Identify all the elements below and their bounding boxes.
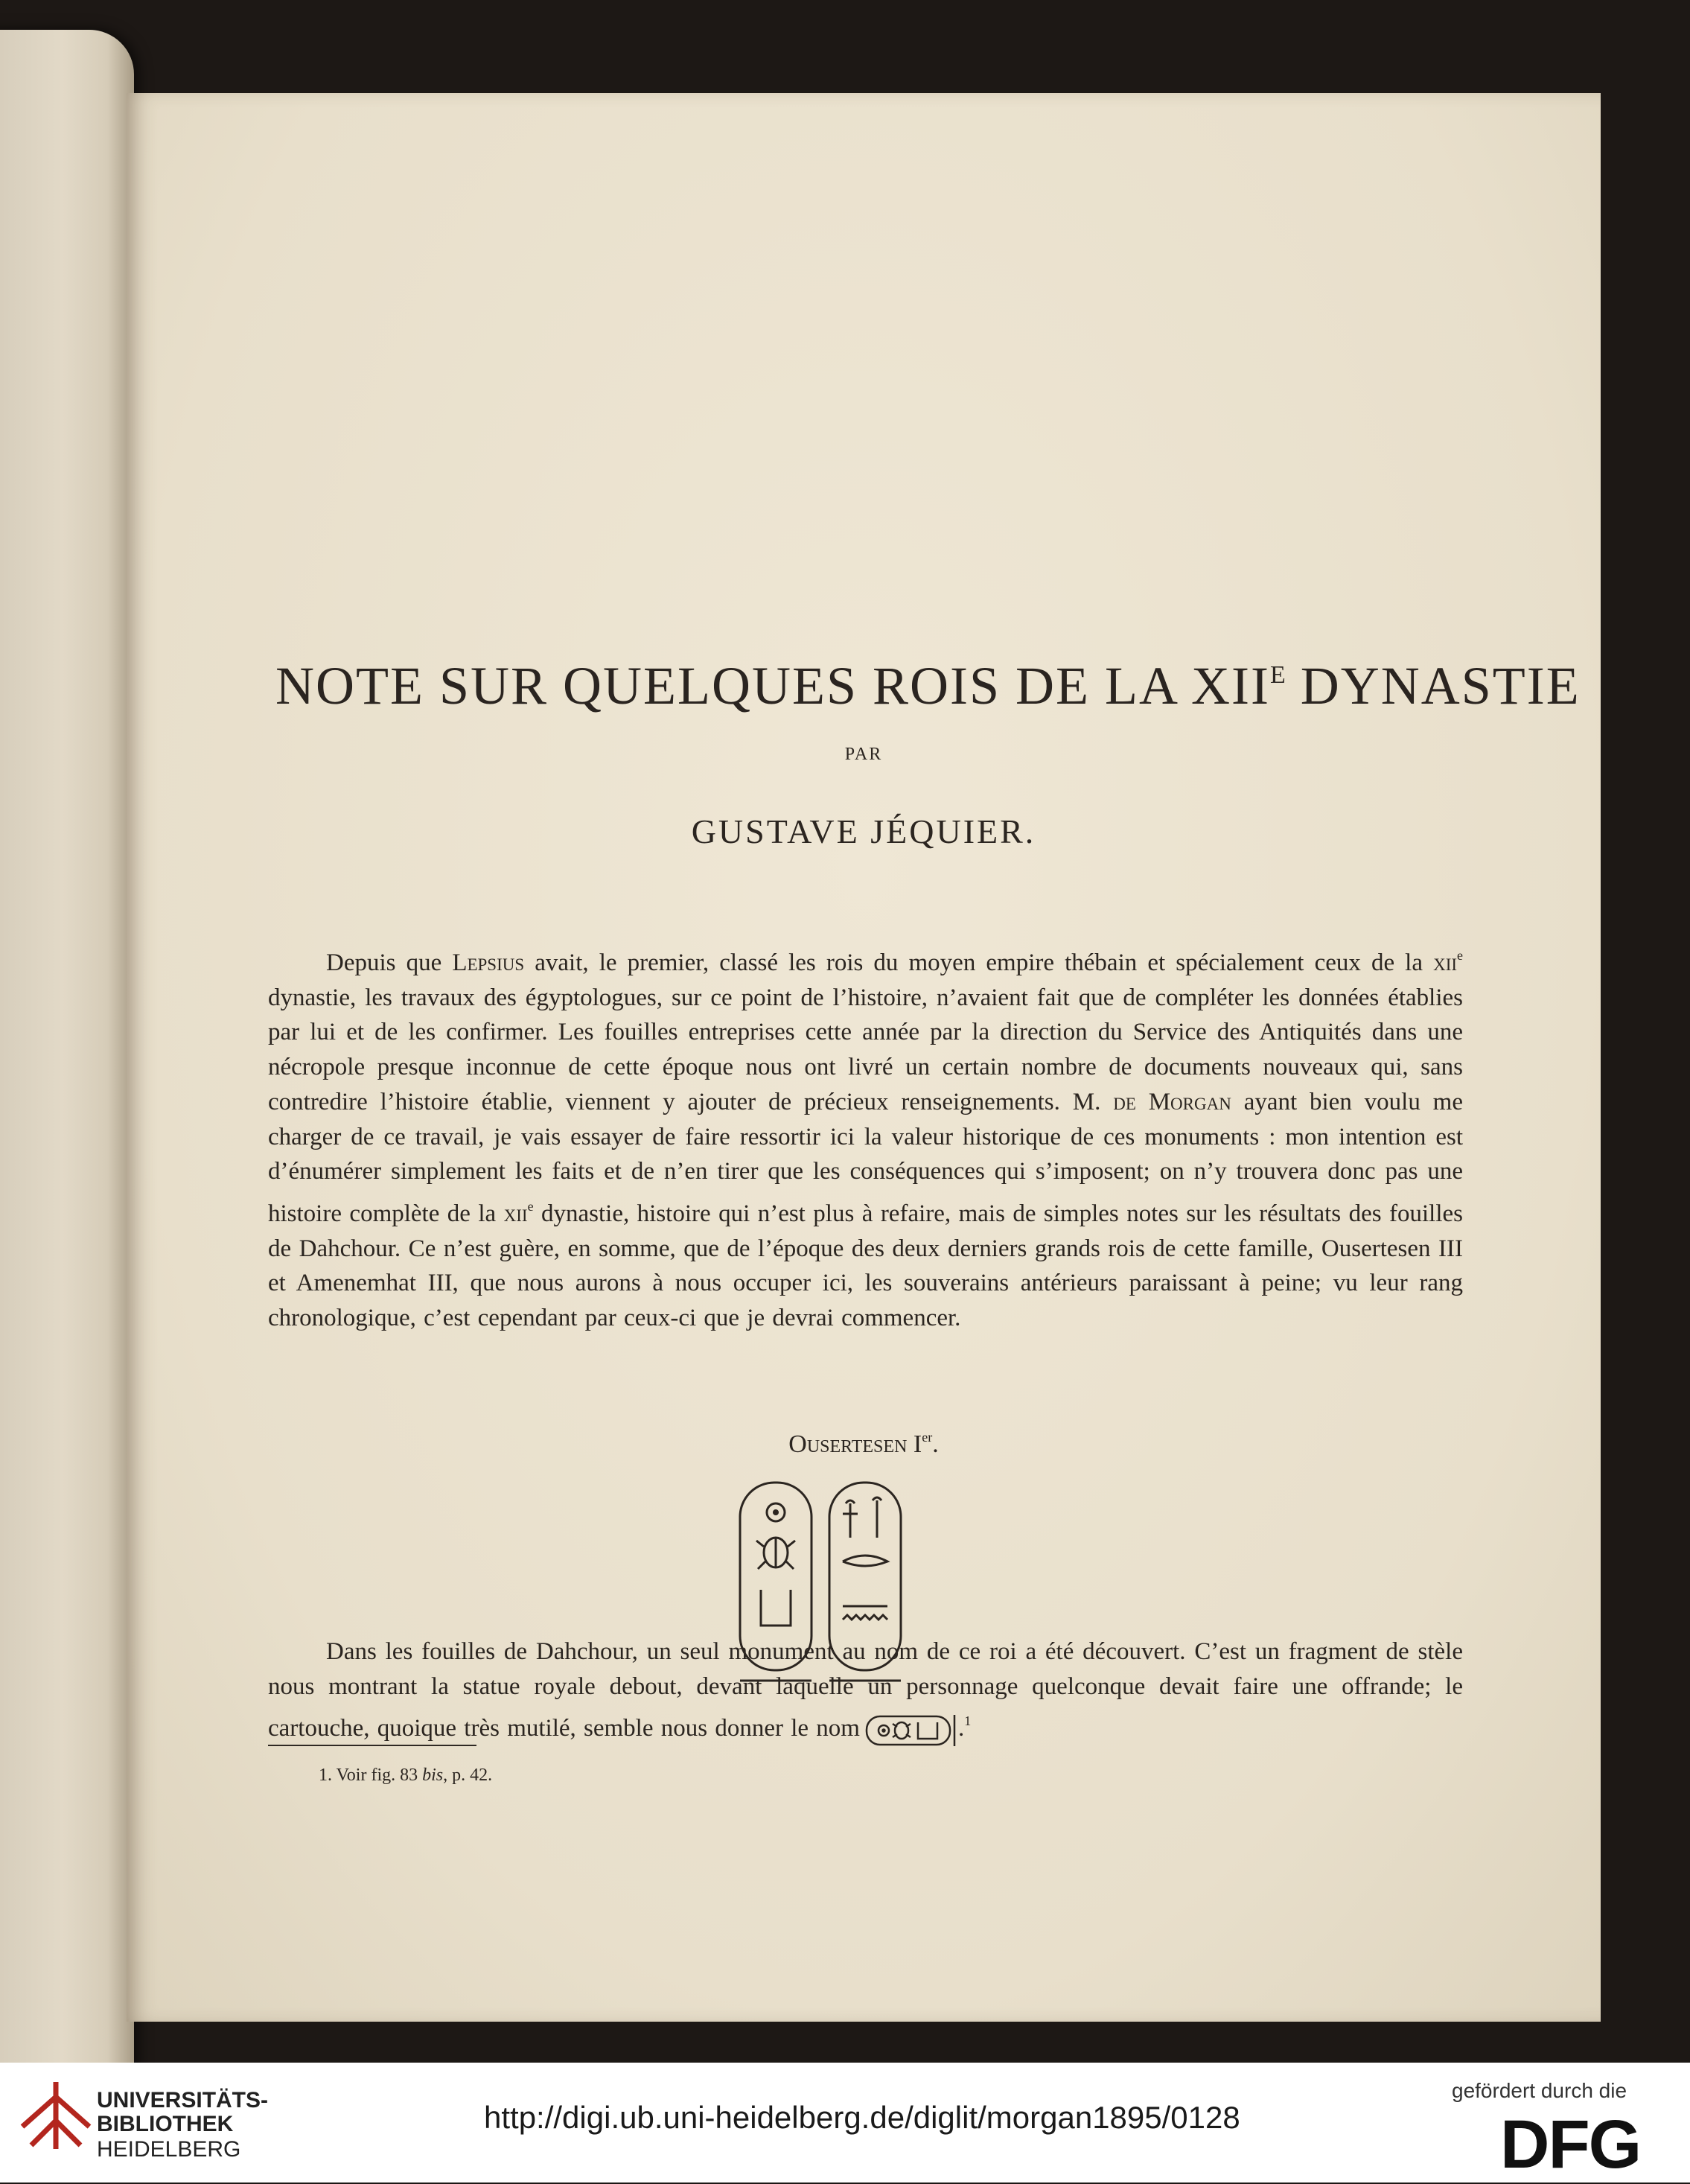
page-title: NOTE SUR QUELQUES ROIS DE LA $XII^E$ DYNASTIE [275, 656, 1581, 716]
library-name-line1: UNIVERSITÄTS- [97, 2088, 269, 2113]
footnote-rule [268, 1745, 476, 1746]
viewer-footer [0, 2063, 1690, 2183]
footnote: 1. Voir fig. 83 bis, p. 42. [319, 1766, 493, 1785]
paragraph-intro: Depuis que Lepsius avait, le premier, classé les rois du moyen empire thébain et spécialement ceux de la xii$^e$ dynastie, les travaux des égyptologues, sur ce point de l’histoire, n’avaient fait que de compléter les données établies par lui et de les confirmer. Les fouilles entreprises cette année par la direction du Service des Antiquités dans une nécropole presque inconnue de cette époque nous ont livré un certain nombre de documents nouveaux qui, sans contredire l’histoire établie, viennent y ajouter de précieux renseignements. M. de Morgan ayant bien voulu me charger de ce travail, je vais essayer de faire ressortir ici la valeur historique de ces monuments : mon intention est d’énumérer simplement les faits et de n’en tirer que les conséquences qui s’imposent; on n’y trouvera donc pas une histoire complète de la xii$^e$ dynastie, histoire qui n’est plus à refaire, mais de simples notes sur les résultats des fouilles de Dahchour. Ce n’est guère, en somme, que de l’époque des deux derniers grands rois de cette famille, Ousertesen III et Amenemhat III, que nous aurons à nous occuper ici, les souverains antérieurs paraissant à peine; vu leur rang chronologique, c’est cependant par ceux-ci que je devrai commencer. [268, 948, 1464, 1332]
funded-by-label: gefördert durch die [1452, 2079, 1627, 2102]
library-logo-icon [15, 2075, 104, 2156]
library-name-line3: HEIDELBERG [97, 2137, 241, 2162]
library-name-line2: BIBLIOTHEK [97, 2112, 234, 2136]
section-heading: Ousertesen Ier. [788, 1430, 939, 1458]
dfg-logo: DFG [1500, 2107, 1641, 2183]
left-page-edge [0, 30, 134, 2063]
permalink-url[interactable]: http://digi.ub.uni-heidelberg.de/diglit/morgan1895/0128 [484, 2100, 1240, 2135]
author-name: GUSTAVE JÉQUIER. [691, 812, 1036, 850]
book-page [127, 93, 1601, 2022]
paragraph-ousertesen: Dans les fouilles de Dahchour, un seul monument au nom de ce roi a été découvert. C’est un fragment de stèle nous montrant la statue royale debout, devant laquelle un personnage quelconque devait faire une offrande; le cartouche, quoique très mutilé, semble nous donner le nom .$^1$ [268, 1634, 1463, 1748]
inline-cartouche-icon [864, 1713, 958, 1748]
byline-par: PAR [844, 745, 883, 764]
